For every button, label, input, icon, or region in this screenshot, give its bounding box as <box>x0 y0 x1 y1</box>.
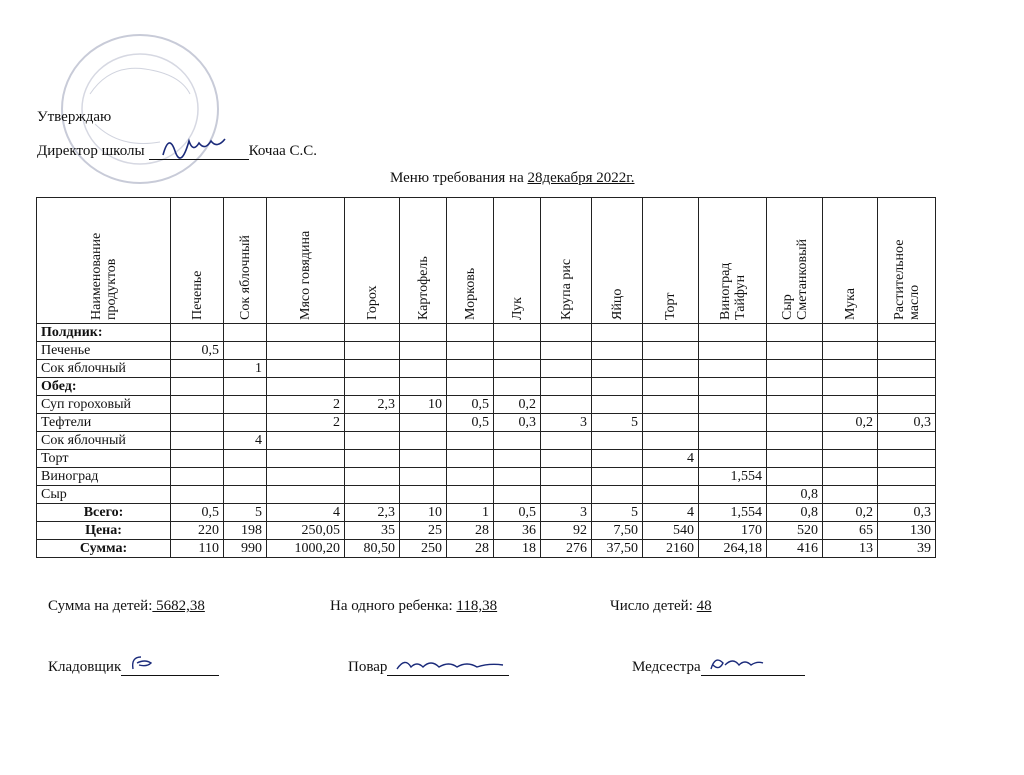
table-cell: 110 <box>171 540 224 558</box>
table-cell: 198 <box>224 522 267 540</box>
table-cell <box>345 378 400 396</box>
table-cell <box>592 360 643 378</box>
table-cell <box>823 486 878 504</box>
table-cell <box>592 378 643 396</box>
table-cell <box>345 468 400 486</box>
table-cell <box>171 486 224 504</box>
table-cell: 1 <box>447 504 494 522</box>
table-cell <box>592 324 643 342</box>
table-cell: 80,50 <box>345 540 400 558</box>
nurse-signature <box>632 657 805 676</box>
table-cell: 5 <box>224 504 267 522</box>
table-cell <box>643 432 699 450</box>
table-cell: 1000,20 <box>267 540 345 558</box>
column-header-label: Виноград Тайфун <box>717 262 748 320</box>
table-cell <box>171 324 224 342</box>
document-title <box>390 170 635 187</box>
table-cell: 1,554 <box>699 468 767 486</box>
column-header <box>823 198 878 324</box>
column-header <box>592 198 643 324</box>
column-header <box>643 198 699 324</box>
table-cell <box>267 432 345 450</box>
title-date: 28декабря 2022г. <box>527 170 635 186</box>
table-cell <box>224 396 267 414</box>
column-header-label: Горох <box>364 284 380 320</box>
table-cell <box>224 414 267 432</box>
table-cell: 130 <box>878 522 936 540</box>
table-cell: 264,18 <box>699 540 767 558</box>
table-cell <box>494 432 541 450</box>
per-child-value: 118,38 <box>456 598 498 614</box>
table-cell <box>345 450 400 468</box>
children-count <box>610 598 712 615</box>
table-cell: 170 <box>699 522 767 540</box>
table-cell <box>447 360 494 378</box>
table-cell <box>878 360 936 378</box>
table-cell <box>767 378 823 396</box>
director-signature-icon <box>159 131 229 161</box>
column-header <box>224 198 267 324</box>
table-cell <box>767 324 823 342</box>
table-cell <box>699 396 767 414</box>
table-cell <box>823 324 878 342</box>
table-cell <box>541 486 592 504</box>
table-cell <box>171 432 224 450</box>
table-cell <box>878 378 936 396</box>
table-cell <box>400 486 447 504</box>
table-cell <box>767 360 823 378</box>
nurse-signature-icon <box>707 653 767 675</box>
table-row <box>37 486 936 504</box>
table-cell <box>592 342 643 360</box>
table-cell <box>643 324 699 342</box>
table-cell <box>767 468 823 486</box>
column-header-label: Морковь <box>462 267 478 320</box>
table-cell <box>494 342 541 360</box>
table-row <box>37 360 936 378</box>
table-cell <box>345 414 400 432</box>
table-cell <box>643 342 699 360</box>
table-cell: 92 <box>541 522 592 540</box>
table-cell <box>171 450 224 468</box>
table-cell <box>699 360 767 378</box>
table-cell <box>699 450 767 468</box>
table-cell <box>699 486 767 504</box>
children-label: Число детей: <box>610 598 697 614</box>
column-header <box>447 198 494 324</box>
table-cell <box>699 342 767 360</box>
table-cell <box>224 486 267 504</box>
table-cell: 13 <box>823 540 878 558</box>
table-cell <box>400 378 447 396</box>
row-label: Всего: <box>37 504 171 522</box>
table-cell <box>345 360 400 378</box>
table-cell: 36 <box>494 522 541 540</box>
table-cell: 1 <box>224 360 267 378</box>
cook-label: Повар <box>348 659 388 675</box>
column-header-label: Мука <box>842 287 858 320</box>
table-cell <box>643 360 699 378</box>
column-header <box>345 198 400 324</box>
column-header <box>267 198 345 324</box>
table-cell <box>878 324 936 342</box>
column-header <box>699 198 767 324</box>
table-cell <box>494 468 541 486</box>
table-cell <box>541 450 592 468</box>
row-label: Виноград <box>37 468 171 486</box>
table-cell <box>400 342 447 360</box>
row-label: Сок яблочный <box>37 360 171 378</box>
table-cell: 10 <box>400 396 447 414</box>
table-cell: 0,2 <box>823 414 878 432</box>
table-cell: 0,3 <box>878 414 936 432</box>
total-label: Сумма на детей: <box>48 598 153 614</box>
table-cell <box>767 432 823 450</box>
table-cell <box>592 432 643 450</box>
table-cell <box>878 396 936 414</box>
table-cell <box>494 360 541 378</box>
column-header-label: Сок яблочный <box>237 234 253 320</box>
table-cell: 37,50 <box>592 540 643 558</box>
table-cell <box>400 450 447 468</box>
table-cell <box>447 468 494 486</box>
table-cell: 250 <box>400 540 447 558</box>
table-cell <box>224 342 267 360</box>
storekeeper-label: Кладовщик <box>48 659 122 675</box>
table-cell: 520 <box>767 522 823 540</box>
table-cell: 2 <box>267 396 345 414</box>
table-cell: 2,3 <box>345 504 400 522</box>
table-cell <box>447 450 494 468</box>
column-header <box>400 198 447 324</box>
table-cell <box>643 486 699 504</box>
table-cell: 4 <box>267 504 345 522</box>
table-cell <box>878 450 936 468</box>
table-cell: 0,8 <box>767 504 823 522</box>
column-header-label: Картофель <box>415 255 431 320</box>
storekeeper-signature-icon <box>127 651 167 675</box>
column-header <box>541 198 592 324</box>
table-cell <box>267 378 345 396</box>
column-header <box>37 198 171 324</box>
table-row <box>37 540 936 558</box>
row-label: Сумма: <box>37 540 171 558</box>
row-label: Торт <box>37 450 171 468</box>
table-cell <box>592 486 643 504</box>
column-header <box>171 198 224 324</box>
table-cell <box>541 324 592 342</box>
table-cell: 0,5 <box>494 504 541 522</box>
table-cell: 28 <box>447 522 494 540</box>
table-cell <box>400 468 447 486</box>
table-cell: 4 <box>643 450 699 468</box>
table-cell: 7,50 <box>592 522 643 540</box>
table-cell <box>823 450 878 468</box>
table-row <box>37 468 936 486</box>
total-value: 5682,38 <box>152 598 205 614</box>
row-label: Суп гороховый <box>37 396 171 414</box>
table-row <box>37 378 936 396</box>
table-cell <box>400 324 447 342</box>
table-cell: 220 <box>171 522 224 540</box>
cook-line <box>387 657 509 676</box>
column-header-label: Торт <box>663 292 678 320</box>
table-cell: 1,554 <box>699 504 767 522</box>
table-cell <box>400 414 447 432</box>
table-cell: 28 <box>447 540 494 558</box>
table-row <box>37 504 936 522</box>
per-child <box>330 598 497 615</box>
table-cell: 18 <box>494 540 541 558</box>
table-cell <box>823 468 878 486</box>
table-cell <box>541 342 592 360</box>
director-signature-line <box>149 141 249 160</box>
table-cell <box>494 486 541 504</box>
table-cell <box>823 396 878 414</box>
table-cell <box>224 450 267 468</box>
approve-label: Утверждаю <box>37 109 112 125</box>
table-cell <box>699 414 767 432</box>
table-row <box>37 522 936 540</box>
table-cell: 5 <box>592 504 643 522</box>
table-cell: 4 <box>643 504 699 522</box>
table-cell <box>878 468 936 486</box>
table-cell: 540 <box>643 522 699 540</box>
column-header <box>494 198 541 324</box>
column-header-label: Печенье <box>189 270 205 320</box>
table-cell <box>224 378 267 396</box>
table-cell: 0,5 <box>447 396 494 414</box>
per-child-label: На одного ребенка: <box>330 598 457 614</box>
table-row <box>37 450 936 468</box>
table-cell: 65 <box>823 522 878 540</box>
table-cell <box>541 432 592 450</box>
column-header-label: Мясо говядина <box>298 230 313 320</box>
table-cell <box>767 414 823 432</box>
column-header-label: Наименование продуктов <box>88 232 119 320</box>
row-label: Печенье <box>37 342 171 360</box>
cook-signature-icon <box>393 655 508 675</box>
row-label: Полдник: <box>37 324 171 342</box>
table-cell <box>224 468 267 486</box>
storekeeper-line <box>121 657 219 676</box>
nurse-label: Медсестра <box>632 659 701 675</box>
table-cell: 39 <box>878 540 936 558</box>
table-cell <box>823 432 878 450</box>
column-header-label: Сыр Сметанковый <box>779 238 810 320</box>
table-cell <box>494 378 541 396</box>
column-header-label: Яйцо <box>609 288 625 320</box>
table-row <box>37 396 936 414</box>
table-cell <box>345 432 400 450</box>
table-cell <box>345 486 400 504</box>
table-cell <box>823 342 878 360</box>
table-cell <box>592 396 643 414</box>
table-cell: 35 <box>345 522 400 540</box>
storekeeper-signature <box>48 657 219 676</box>
table-cell <box>699 378 767 396</box>
table-cell <box>699 324 767 342</box>
table-cell <box>767 342 823 360</box>
table-cell: 0,5 <box>171 504 224 522</box>
table-row <box>37 414 936 432</box>
table-cell <box>592 468 643 486</box>
table-cell <box>171 396 224 414</box>
table-cell <box>699 432 767 450</box>
table-cell <box>643 396 699 414</box>
table-cell <box>171 378 224 396</box>
title-prefix: Меню требования на <box>390 170 528 186</box>
column-header-label: Крупа рис <box>558 258 574 320</box>
table-cell <box>541 468 592 486</box>
table-cell <box>823 360 878 378</box>
nurse-line <box>701 657 805 676</box>
table-cell: 250,05 <box>267 522 345 540</box>
table-cell <box>643 414 699 432</box>
director-name: Кочаа С.С. <box>248 143 318 159</box>
table-row <box>37 432 936 450</box>
table-cell <box>541 360 592 378</box>
table-cell: 0,2 <box>823 504 878 522</box>
table-cell <box>767 450 823 468</box>
table-cell <box>643 468 699 486</box>
table-cell <box>494 450 541 468</box>
director-line <box>37 141 317 160</box>
table-cell <box>878 486 936 504</box>
table-cell <box>224 324 267 342</box>
table-cell: 990 <box>224 540 267 558</box>
table-cell: 0,8 <box>767 486 823 504</box>
table-cell <box>400 432 447 450</box>
table-cell: 10 <box>400 504 447 522</box>
table-cell: 2 <box>267 414 345 432</box>
table-cell: 3 <box>541 414 592 432</box>
table-cell <box>171 360 224 378</box>
table-cell <box>447 378 494 396</box>
table-cell <box>267 468 345 486</box>
table-cell: 5 <box>592 414 643 432</box>
total-for-children <box>48 598 205 615</box>
table-cell <box>767 396 823 414</box>
table-cell <box>267 342 345 360</box>
row-label: Обед: <box>37 378 171 396</box>
table-cell: 0,3 <box>494 414 541 432</box>
table-cell <box>447 486 494 504</box>
column-header <box>878 198 936 324</box>
children-value: 48 <box>696 598 712 614</box>
row-label: Тефтели <box>37 414 171 432</box>
table-cell <box>878 432 936 450</box>
table-cell: 4 <box>224 432 267 450</box>
table-cell <box>541 378 592 396</box>
table-cell: 0,2 <box>494 396 541 414</box>
table-row <box>37 324 936 342</box>
table-cell: 0,5 <box>171 342 224 360</box>
table-cell <box>267 450 345 468</box>
table-cell <box>267 486 345 504</box>
table-cell <box>171 468 224 486</box>
table-cell <box>823 378 878 396</box>
table-cell <box>447 342 494 360</box>
table-cell <box>592 450 643 468</box>
table-cell <box>494 324 541 342</box>
cook-signature <box>348 657 509 676</box>
table-cell <box>171 414 224 432</box>
director-label: Директор школы <box>37 143 145 159</box>
table-cell <box>345 342 400 360</box>
column-header-label: Растительное масло <box>891 239 922 320</box>
table-cell <box>400 360 447 378</box>
table-cell: 25 <box>400 522 447 540</box>
table-cell <box>345 324 400 342</box>
table-cell: 2,3 <box>345 396 400 414</box>
menu-table <box>36 197 936 558</box>
table-cell <box>267 360 345 378</box>
table-cell: 0,3 <box>878 504 936 522</box>
table-cell <box>267 324 345 342</box>
column-header <box>767 198 823 324</box>
table-cell <box>447 324 494 342</box>
table-cell <box>878 342 936 360</box>
table-row <box>37 342 936 360</box>
table-cell: 276 <box>541 540 592 558</box>
table-cell <box>643 378 699 396</box>
table-cell: 3 <box>541 504 592 522</box>
column-header-label: Лук <box>509 296 525 320</box>
table-cell <box>447 432 494 450</box>
table-cell: 2160 <box>643 540 699 558</box>
row-label: Сыр <box>37 486 171 504</box>
table-cell <box>541 396 592 414</box>
table-cell: 416 <box>767 540 823 558</box>
row-label: Цена: <box>37 522 171 540</box>
row-label: Сок яблочный <box>37 432 171 450</box>
table-cell: 0,5 <box>447 414 494 432</box>
